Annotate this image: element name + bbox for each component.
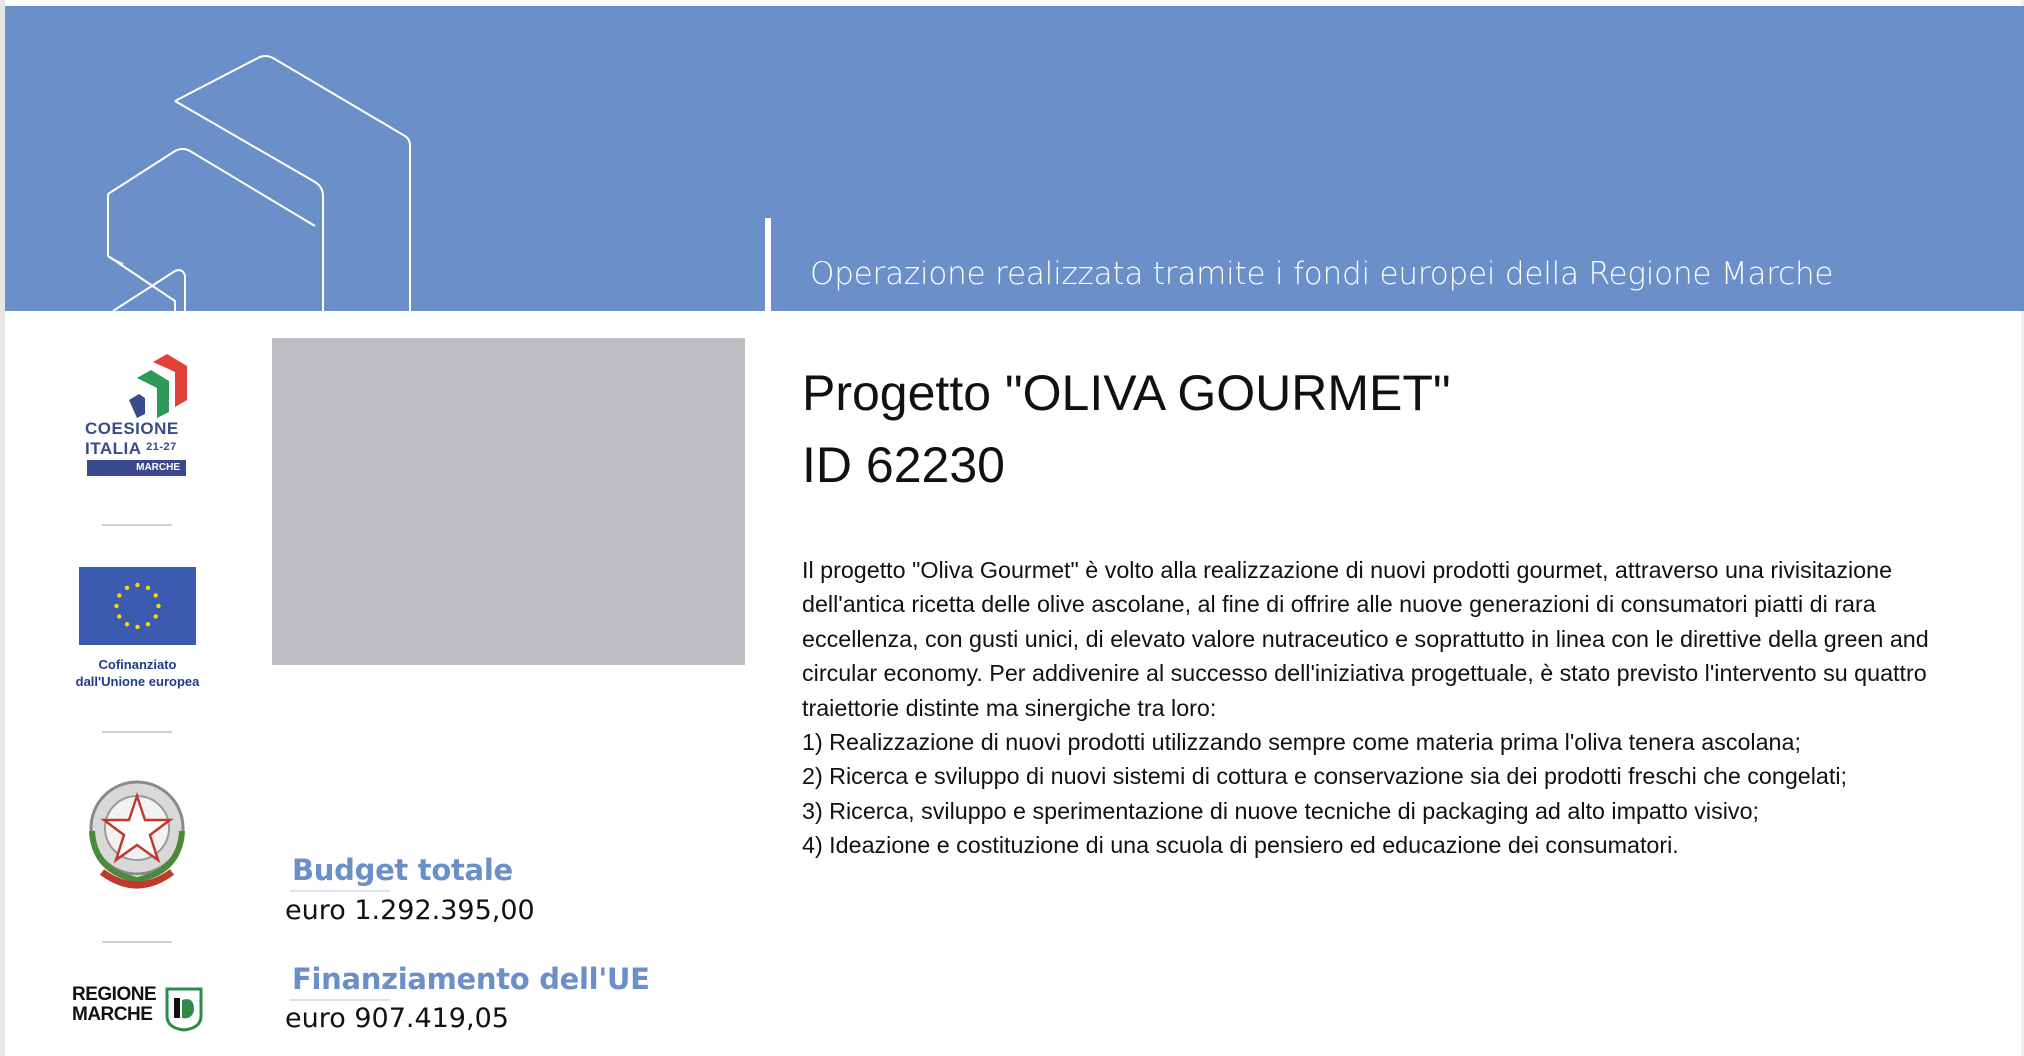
- eu-funding-label: Finanziamento dell'UE: [292, 962, 650, 996]
- eu-caption-line2: dall'Unione europea: [75, 674, 200, 689]
- description-intro: Il progetto "Oliva Gourmet" è volto alla realizzazione di nuovi prodotti gourmet, attraverso una rivisitazione dell'antica ricetta delle olive ascolane, al fine di offrire alle nuove generazioni di consumatori piatti di rara eccellenza, con gusti unici, di elevato valore nutraceutico e soprattutto in linea con le direttive della green and circular economy. Per addivenire al successo dell'iniziativa progettuale, è stato previsto l'intervento su quattro traiettorie distinte ma sinergiche tra loro:: [802, 557, 1929, 721]
- eu-funding-label-underline: [290, 999, 390, 1001]
- coesione-italia-logo-icon: [105, 352, 215, 420]
- coesione-logo-text: [85, 420, 179, 458]
- header-band: [5, 6, 2024, 311]
- coesione-italia-text: ITALIA: [85, 439, 141, 458]
- regione-marche-badge-icon: [164, 986, 204, 1032]
- regione-line2: MARCHE: [72, 1004, 153, 1025]
- description-item-3: 3) Ricerca, sviluppo e sperimentazione di nuove tecniche di packaging ad alto impatto visivo;: [802, 797, 1759, 824]
- eu-caption: [60, 656, 215, 690]
- coesione-marche-tag: MARCHE: [87, 460, 186, 476]
- logo-separator: [102, 941, 172, 943]
- coesione-line1: COESIONE: [85, 419, 179, 438]
- regione-marche-logo-text: [72, 985, 156, 1025]
- project-title: [802, 357, 1451, 501]
- budget-label-underline: [290, 890, 390, 892]
- eu-caption-line1: Cofinanziato: [98, 657, 177, 672]
- logo-separator: [102, 731, 172, 733]
- project-id: ID 62230: [802, 437, 1005, 493]
- logo-separator: [102, 524, 172, 526]
- description-item-1: 1) Realizzazione di nuovi prodotti utilizzando sempre come materia prima l'oliva tenera ascolana;: [802, 729, 1801, 756]
- header-divider: [765, 218, 771, 311]
- eu-flag-icon: [79, 567, 196, 645]
- arrow-graphic-icon: [5, 6, 425, 311]
- project-title-line1: Progetto "OLIVA GOURMET": [802, 365, 1451, 421]
- budget-label: Budget totale: [292, 853, 513, 887]
- description-item-4: 4) Ideazione e costituzione di una scuola di pensiero ed educazione dei consumatori.: [802, 832, 1679, 859]
- repubblica-italiana-emblem-icon: [82, 776, 192, 896]
- coesione-line2: [85, 438, 179, 458]
- header-title: Operazione realizzata tramite i fondi europei della Regione Marche: [810, 256, 1834, 292]
- regione-line1: REGIONE: [72, 984, 157, 1005]
- description-item-2: 2) Ricerca e sviluppo di nuovi sistemi di cottura e conservazione sia dei prodotti freschi che congelati;: [802, 763, 1848, 790]
- budget-value: euro 1.292.395,00: [285, 895, 535, 926]
- coesione-years: 21-27: [146, 441, 177, 453]
- project-description: [802, 553, 1932, 863]
- eu-funding-value: euro 907.419,05: [285, 1003, 509, 1034]
- project-image-placeholder: [272, 338, 745, 665]
